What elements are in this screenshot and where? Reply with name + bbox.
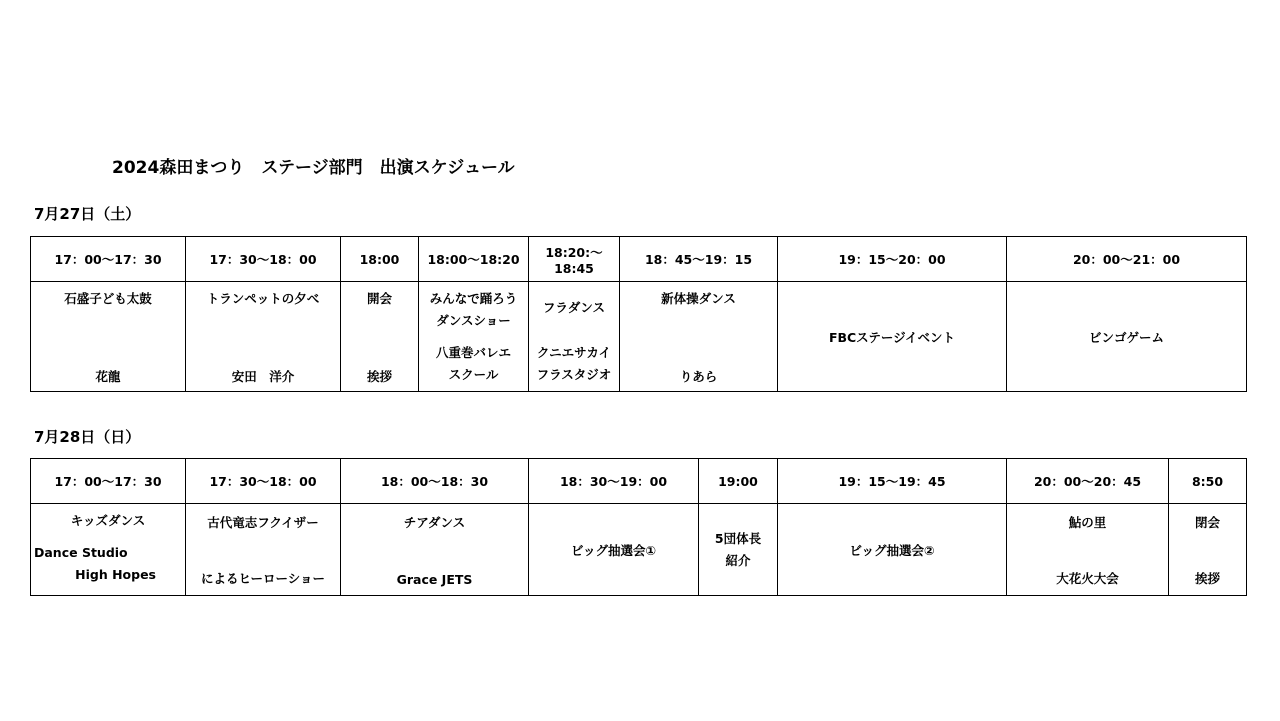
act-cell <box>341 504 529 596</box>
day1-label: 7月27日（土） <box>34 205 141 223</box>
performer: 八重巻バレエ スクール <box>435 344 511 382</box>
act-cell <box>1007 504 1169 596</box>
act-subtitle: 大花火大会 <box>1056 570 1119 586</box>
time-slot: 18：45〜19：15 <box>620 237 778 282</box>
act-cell <box>778 504 1007 596</box>
act-cell <box>620 282 778 392</box>
time-slot: 17：30〜18：00 <box>186 237 341 282</box>
time-slot: 8:50 <box>1169 459 1247 504</box>
act-title: 鮎の里 <box>1068 514 1107 530</box>
page-title: 2024森田まつり ステージ部門 出演スケジュール <box>112 158 515 178</box>
act-row <box>31 282 1247 392</box>
act-title: 新体操ダンス <box>661 290 736 306</box>
time-slot: 19:00 <box>699 459 778 504</box>
act-cell <box>31 282 186 392</box>
time-slot: 17：30〜18：00 <box>186 459 341 504</box>
time-slot: 18：00〜18：30 <box>341 459 529 504</box>
act-cell <box>341 282 419 392</box>
act-title: ビッグ抽選会① <box>570 542 657 558</box>
act-title: ビッグ抽選会② <box>849 542 935 558</box>
act-title: 古代竜志フクイザー <box>207 514 319 530</box>
time-slot: 19：15〜20：00 <box>778 237 1007 282</box>
time-slot: 19：15〜19：45 <box>778 459 1007 504</box>
act-title: ビンゴゲーム <box>1088 329 1164 345</box>
act-title: FBCステージイベント <box>828 329 956 345</box>
act-title: 開会 <box>366 290 392 306</box>
act-title: 石盛子ども太鼓 <box>64 290 152 306</box>
time-slot: 17：00〜17：30 <box>31 237 186 282</box>
performer: Grace JETS <box>396 571 473 587</box>
time-slot: 18:00 <box>341 237 419 282</box>
performer: 安田 洋介 <box>231 368 295 384</box>
act-cell <box>1169 504 1247 596</box>
performer-line: High Hopes <box>75 566 156 582</box>
schedule-table-day2 <box>30 458 1247 596</box>
act-subtitle: 挨拶 <box>1194 570 1220 586</box>
performer-line: Dance Studio <box>34 544 128 560</box>
performer: 花龍 <box>95 368 121 384</box>
act-cell <box>529 282 620 392</box>
time-slot: 18:00〜18:20 <box>419 237 529 282</box>
act-title: トランペットの夕べ <box>206 290 320 306</box>
act-cell <box>529 504 699 596</box>
performer: クニエサカイ フラスタジオ <box>536 344 612 382</box>
act-title: 5団体長 紹介 <box>714 530 762 568</box>
act-title: キッズダンス <box>70 512 146 528</box>
act-cell <box>186 504 341 596</box>
time-row <box>31 237 1247 282</box>
day2-label: 7月28日（日） <box>34 428 141 446</box>
act-cell <box>31 504 186 596</box>
performer: りあら <box>679 368 718 384</box>
act-cell <box>778 282 1007 392</box>
act-title: みんなで踊ろう ダンスショー <box>429 290 518 328</box>
time-slot: 20：00〜21：00 <box>1007 237 1247 282</box>
time-slot: 18:20:〜18:45 <box>529 237 620 282</box>
act-cell <box>419 282 529 392</box>
schedule-table-day1 <box>30 236 1247 392</box>
act-title: 閉会 <box>1194 514 1220 530</box>
act-cell <box>186 282 341 392</box>
time-row <box>31 459 1247 504</box>
act-cell <box>699 504 778 596</box>
time-slot: 20：00〜20：45 <box>1007 459 1169 504</box>
act-subtitle: によるヒーローショー <box>200 570 325 586</box>
act-subtitle: 挨拶 <box>366 368 392 384</box>
time-slot: 17：00〜17：30 <box>31 459 186 504</box>
act-title: チアダンス <box>403 514 466 530</box>
act-cell <box>1007 282 1247 392</box>
act-title: フラダンス <box>542 299 606 315</box>
performer <box>31 542 185 586</box>
time-slot: 18：30〜19：00 <box>529 459 699 504</box>
act-row <box>31 504 1247 596</box>
